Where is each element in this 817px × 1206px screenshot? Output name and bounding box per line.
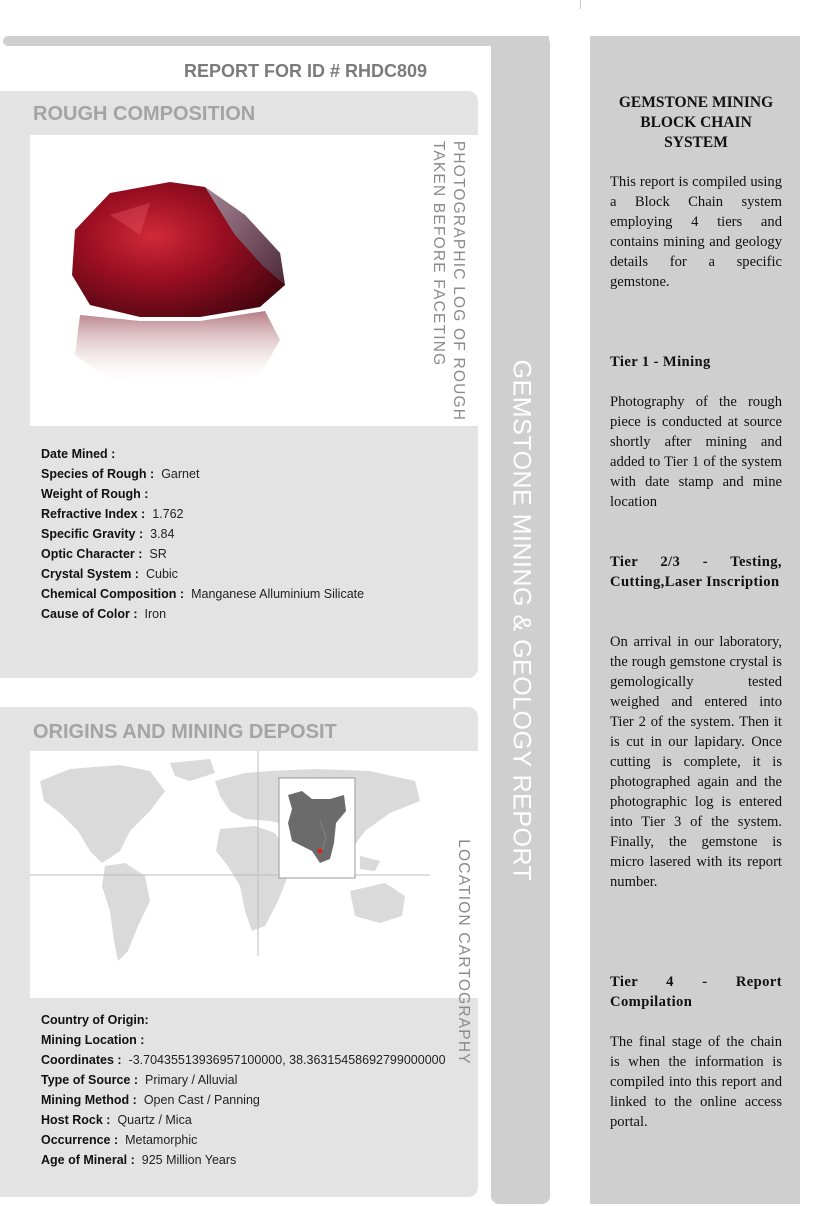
location-map	[30, 751, 478, 998]
field-coordinates	[41, 1050, 446, 1070]
field-label: Species of Rough :	[41, 467, 155, 481]
field-crystal-system	[41, 564, 364, 584]
rough-fields	[41, 444, 364, 624]
field-label: Coordinates :	[41, 1053, 122, 1067]
field-label: Date Mined :	[41, 447, 116, 461]
field-date-mined	[41, 444, 364, 464]
field-value: -3.70435513936957100000, 38.36315458692799000000	[128, 1053, 446, 1067]
field-value: 3.84	[150, 527, 175, 541]
field-label: Crystal System :	[41, 567, 139, 581]
field-label: Specific Gravity :	[41, 527, 144, 541]
tier1-text: Photography of the rough piece is conducted at source shortly after mining and added to Tier 1 of the system with date stamp and mine location	[610, 394, 782, 510]
field-refractive-index	[41, 504, 364, 524]
photo-caption-line-1: PHOTOGRAPHIC LOG OF ROUGH	[450, 140, 468, 421]
field-label: Weight of Rough :	[41, 487, 149, 501]
sidebar-intro: This report is compiled using a Block Chain system employing 4 tiers and contains mining and geology details for a specific gemstone.	[610, 174, 782, 290]
field-value: Cubic	[145, 567, 178, 581]
field-value: 1.762	[152, 507, 184, 521]
rough-photo-caption	[428, 135, 468, 426]
origins-panel	[0, 707, 478, 1197]
field-value: Quartz / Mica	[117, 1113, 192, 1127]
origin-fields	[41, 1010, 446, 1170]
field-value: Manganese Alluminium Silicate	[191, 587, 365, 601]
rough-composition-panel	[0, 91, 478, 678]
field-specific-gravity	[41, 524, 364, 544]
field-value: Primary / Alluvial	[145, 1073, 238, 1087]
tier23-heading: Tier 2/3 - Testing, Cutting,Laser Inscription	[610, 554, 782, 590]
field-chemical-composition	[41, 584, 364, 604]
field-label: Optic Character :	[41, 547, 143, 561]
report-id-title: REPORT FOR ID # RHDC809	[184, 61, 428, 81]
spine-title: GEMSTONE MINING & GEOLOGY REPORT	[507, 359, 535, 881]
rough-photo-area	[30, 135, 478, 426]
field-label: Mining Method :	[41, 1093, 137, 1107]
field-label: Cause of Color :	[41, 607, 138, 621]
header-bar	[3, 36, 549, 46]
garnet-image	[30, 135, 322, 426]
sidebar-title: GEMSTONE MINING BLOCK CHAIN SYSTEM	[618, 94, 774, 151]
field-value: Iron	[144, 607, 167, 621]
field-cause-of-color	[41, 604, 364, 624]
rough-composition-heading: ROUGH COMPOSITION	[33, 103, 256, 125]
field-label: Mining Location :	[41, 1033, 145, 1047]
field-label: Age of Mineral :	[41, 1153, 135, 1167]
field-type-of-source	[41, 1070, 446, 1090]
tier4-heading: Tier 4 - Report Compilation	[610, 974, 782, 1010]
map-caption-text: LOCATION CARTOGRAPHY	[455, 839, 473, 1065]
map-location-marker	[318, 849, 323, 854]
field-occurrence	[41, 1130, 446, 1150]
field-value: Metamorphic	[125, 1133, 198, 1147]
field-value: Open Cast / Panning	[143, 1093, 260, 1107]
field-label: Country of Origin:	[41, 1013, 149, 1027]
field-weight	[41, 484, 364, 504]
field-value: 925 Million Years	[141, 1153, 237, 1167]
field-value: SR	[149, 547, 167, 561]
world-map-image	[30, 751, 430, 998]
map-caption	[448, 707, 478, 1197]
photo-caption-line-2: TAKEN BEFORE FACETING	[430, 140, 448, 366]
tier23-text: On arrival in our laboratory, the rough gemstone crystal is gemologically tested weighed and entered into Tier 2 of the system. Then it is cut in our lapidary. Once cutting is complete, it is photographed again and the photographic log is entered into Tier 3 of the system. Finally, the gemstone is micro lasered with its report number.	[610, 634, 782, 890]
tier1-heading: Tier 1 - Mining	[610, 354, 711, 370]
field-label: Host Rock :	[41, 1113, 111, 1127]
field-country-of-origin	[41, 1010, 446, 1030]
field-label: Type of Source :	[41, 1073, 139, 1087]
field-mining-method	[41, 1090, 446, 1110]
origins-heading: ORIGINS AND MINING DEPOSIT	[33, 721, 337, 743]
tier4-text: The final stage of the chain is when the information is compiled into this report and linked to the online access portal.	[610, 1034, 782, 1130]
field-label: Refractive Index :	[41, 507, 146, 521]
field-optic-character	[41, 544, 364, 564]
field-mining-location	[41, 1030, 446, 1050]
field-age-of-mineral	[41, 1150, 446, 1170]
field-species	[41, 464, 364, 484]
field-host-rock	[41, 1110, 446, 1130]
blockchain-sidebar	[590, 36, 800, 1204]
field-value: Garnet	[161, 467, 200, 481]
top-divider-tick	[580, 0, 581, 9]
field-label: Chemical Composition :	[41, 587, 185, 601]
rough-gemstone-photo	[30, 135, 322, 426]
field-label: Occurrence :	[41, 1133, 119, 1147]
